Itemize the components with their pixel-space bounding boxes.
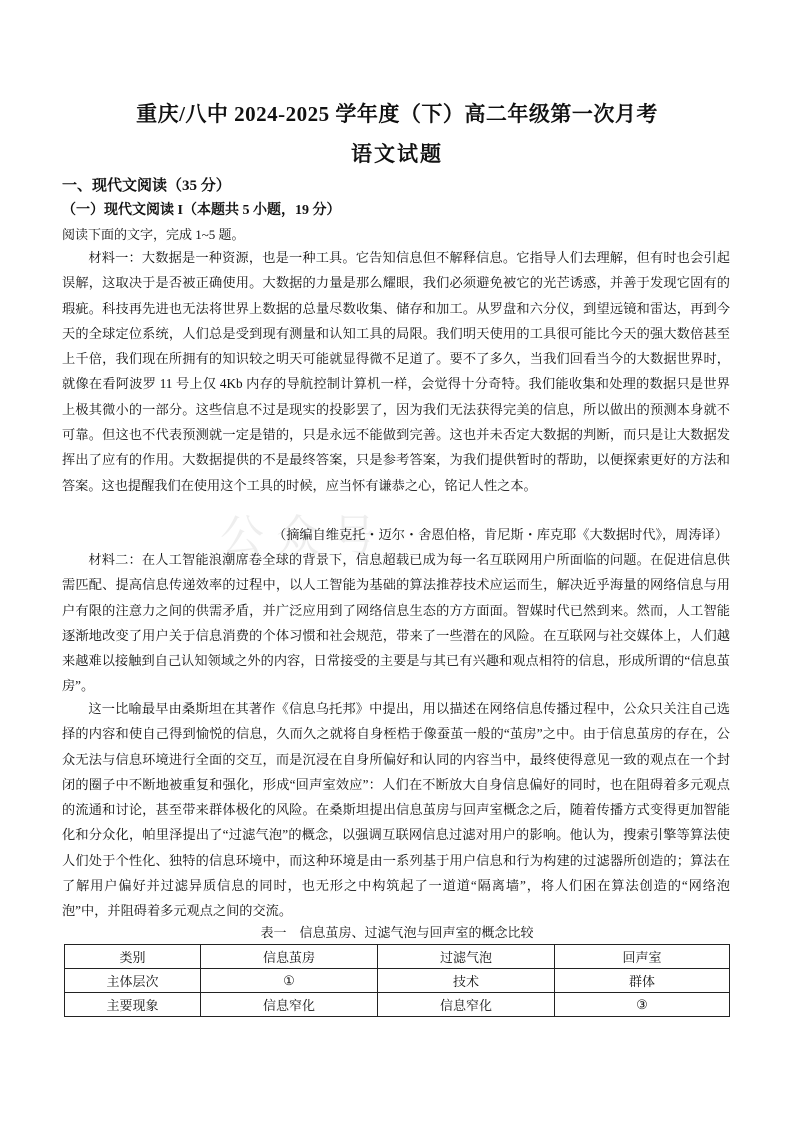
table-header-cell: 回声室 (555, 945, 730, 969)
table-cell: ① (201, 969, 378, 993)
table-header-cell: 类别 (65, 945, 201, 969)
table-cell: 技术 (378, 969, 555, 993)
table-cell: 群体 (555, 969, 730, 993)
section-subheading: （一）现代文阅读 I（本题共 5 小题，19 分） (62, 203, 341, 218)
table-row (65, 993, 730, 1017)
material-two-paragraph: 材料二：在人工智能浪潮席卷全球的背景下，信息超载已成为每一名互联网用户所面临的问题。在促进信息供需匹配、提高信息传递效率的过程中，以人工智能为基础的算法推荐技术应运而生，解决近乎海量的网络信息与用户有限的注意力之间的供需矛盾，并广泛应用到了网络信息生态的方方面面。智媒时代已然到来。然而，人工智能逐渐地改变了用户关于信息消费的个体习惯和社会规范，带来了一些潜在的风险。在互联网与社交媒体上，人们越来越难以接触到自己认知领域之外的内容，日常接受的主要是与其已有兴趣和观点相符的信息，形成所谓的“信息茧房”。 (62, 552, 730, 694)
table-caption: 表一 信息茧房、过滤气泡与回声室的概念比较 (260, 925, 534, 940)
material-one-paragraph: 材料一：大数据是一种资源，也是一种工具。它告知信息但不解释信息。它指导人们去理解，但有时也会引起误解，这取决于是否被正确使用。大数据的力量是那么耀眼，我们必须避免被它的光芒诱惑，并善于发现它固有的瑕疵。科技再先进也无法将世界上数据的总量尽数收集、储存和加工。从罗盘和六分仪，到望远镜和雷达，再到今天的全球定位系统，人们总是受到现有测量和认知工具的局限。我们明天使用的工具很可能比今天的强大数倍甚至上千倍，我们现在所拥有的知识较之明天可能就显得微不足道了。要不了多久，当我们回看当今的大数据世界时，就像在看阿波罗 11 号上仅 4Kb 内存的导航控制计算机一样，会觉得十分奇特。我们能收集和处理的数据只是世界上极其微小的一部分。这些信息不过是现实的投影罢了，因为我们无法获得完美的信息，所以做出的预测本身就不可靠。但这也不代表预测就一定是错的，只是永远不能做到完善。这也并未否定大数据的判断，而只是让大数据发挥出了应有的作用。大数据提供的不是最终答案，只是参考答案，为我们提供暂时的帮助，以便探索更好的方法和答案。这也提醒我们在使用这个工具的时候，应当怀有谦恭之心，铭记人性之本。 (62, 250, 730, 493)
comparison-table (64, 944, 730, 1017)
section-heading: 一、现代文阅读（35 分） (62, 178, 231, 194)
table-cell: 信息窄化 (378, 993, 555, 1017)
table-header-cell: 信息茧房 (201, 945, 378, 969)
table-cell: 信息窄化 (201, 993, 378, 1017)
table-cell: ③ (555, 993, 730, 1017)
table-cell: 主体层次 (65, 969, 201, 993)
exam-title: 重庆/八中 2024-2025 学年度（下）高二年级第一次月考 (136, 102, 658, 126)
table-header-cell: 过滤气泡 (378, 945, 555, 969)
instruction-text: 阅读下面的文字，完成 1~5 题。 (62, 227, 245, 242)
watermark: 公众号 (220, 511, 388, 562)
table-row (65, 969, 730, 993)
table-cell: 主要现象 (65, 993, 201, 1017)
material-two-paragraph-2: 这一比喻最早由桑斯坦在其著作《信息乌托邦》中提出，用以描述在网络信息传播过程中，公众只关注自己选择的内容和使自己得到愉悦的信息，久而久之就将自身桎梏于像蚕茧一般的“茧房”之中。由于信息茧房的存在，公众无法与信息环境进行全面的交互，而是沉浸在自身所偏好和认同的内容当中，最终使得意见一致的观点在一个封闭的圈子中不断地被重复和强化，形成“回声室效应”：人们在不断放大自身信息偏好的同时，也在阻碍着多元观点的流通和讨论，甚至带来群体极化的风险。在桑斯坦提出信息茧房与回声室概念之后，随着传播方式变得更加智能化和分众化，帕里泽提出了“过滤气泡”的概念，以强调互联网信息过滤对用户的影响。他认为，搜索引擎等算法使人们处于个性化、独特的信息环境中，而这种环境是由一系列基于用户信息和行为构建的过滤器所创造的；算法在了解用户偏好并过滤异质信息的同时，也无形之中构筑起了一道道“隔离墙”，将人们困在算法创造的“网络泡泡”中，并阻碍着多元观点之间的交流。 (62, 701, 730, 919)
table-header-row (65, 945, 730, 969)
material-one-source: （摘编自维克托・迈尔・舍恩伯格，肯尼斯・库克耶《大数据时代》，周涛译） (273, 527, 728, 542)
exam-subtitle: 语文试题 (351, 142, 443, 166)
